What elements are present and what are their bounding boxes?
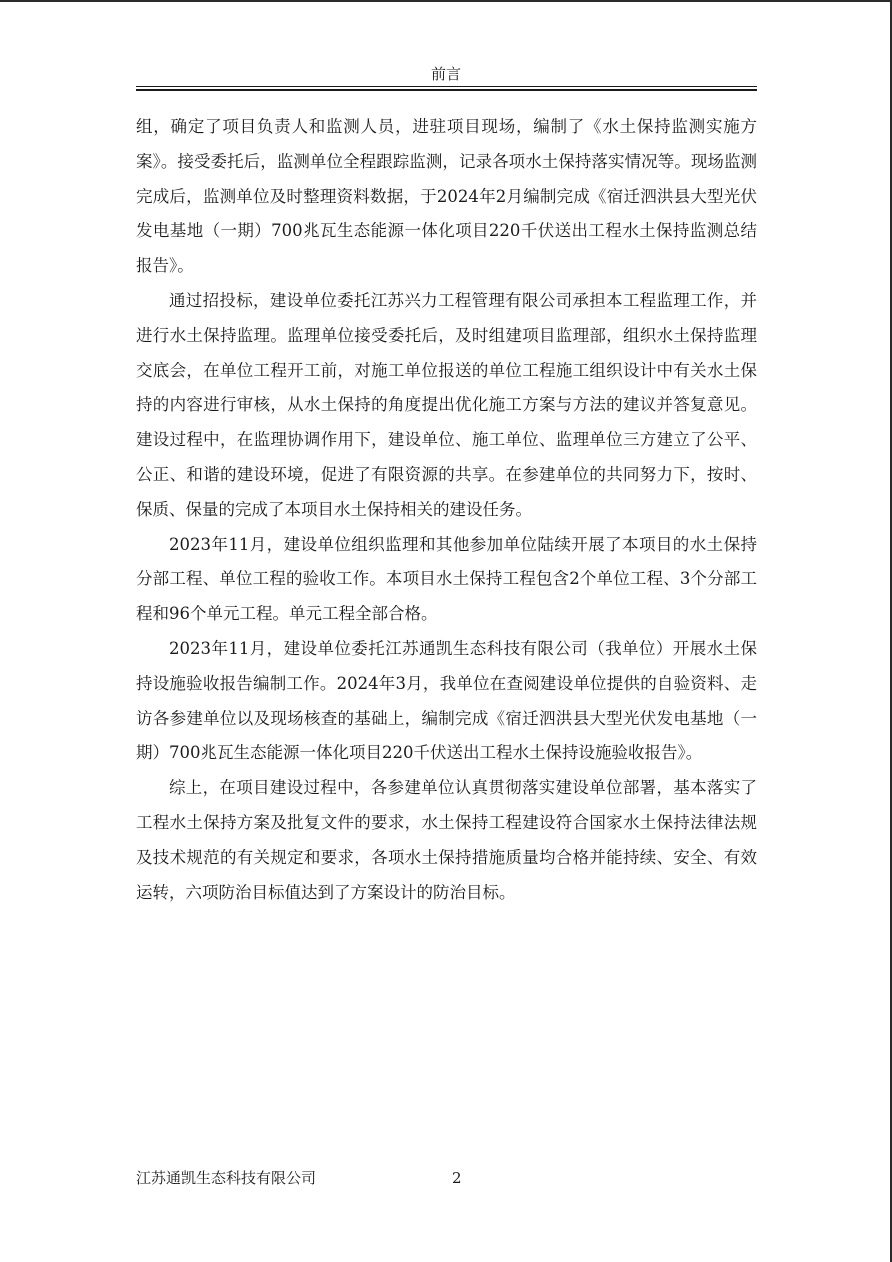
- paragraph: 2023年11月，建设单位委托江苏通凯生态科技有限公司（我单位）开展水土保持设施验收报告编制工作。2024年3月，我单位在查阅建设单位提供的自验资料、走访各参建单位以及现场核查的基础上，编制完成《宿迁泗洪县大型光伏发电基地（一期）700兆瓦生态能源一体化项目220千伏送出工程水土保持设施验收报告》。: [136, 638, 757, 763]
- paragraph: 通过招投标，建设单位委托江苏兴力工程管理有限公司承担本工程监理工作，并进行水土保持监理。监理单位接受委托后，及时组建项目监理部，组织水土保持监理交底会，在单位工程开工前，对施工单位报送的单位工程施工组织设计中有关水土保持的内容进行审核，从水土保持的角度提出优化施工方案与方法的建议并答复意见。建设过程中，在监理协调作用下，建设单位、施工单位、监理单位三方建立了公平、公正、和谐的建设环境，促进了有限资源的共享。在参建单位的共同努力下，按时、保质、保量的完成了本项目水土保持相关的建设任务。: [136, 290, 757, 519]
- header-rule-thin: [136, 86, 757, 87]
- page-top-border: [0, 0, 892, 2]
- document-body: [136, 110, 757, 910]
- paragraph: 组，确定了项目负责人和监测人员，进驻项目现场，编制了《水土保持监测实施方案》。接受委托后，监测单位全程跟踪监测，记录各项水土保持落实情况等。现场监测完成后，监测单位及时整理资料数据，于2024年2月编制完成《宿迁泗洪县大型光伏发电基地（一期）700兆瓦生态能源一体化项目220千伏送出工程水土保持监测总结报告》。: [136, 117, 757, 276]
- footer-company-name: 江苏通凯生态科技有限公司: [136, 1169, 317, 1187]
- header-rule-thick: [136, 89, 757, 91]
- paragraph: 2023年11月，建设单位组织监理和其他参加单位陆续开展了本项目的水土保持分部工程、单位工程的验收工作。本项目水土保持工程包含2个单位工程、3个分部工程和96个单元工程。单元工程全部合格。: [136, 534, 757, 624]
- footer-page-number: 2: [452, 1169, 462, 1187]
- page-header-title: 前言: [430, 65, 461, 83]
- paragraph: 综上，在项目建设过程中，各参建单位认真贯彻落实建设单位部署，基本落实了工程水土保持方案及批复文件的要求，水土保持工程建设符合国家水土保持法律法规及技术规范的有关规定和要求，各项水土保持措施质量均合格并能持续、安全、有效运转，六项防治目标值达到了方案设计的防治目标。: [136, 778, 757, 902]
